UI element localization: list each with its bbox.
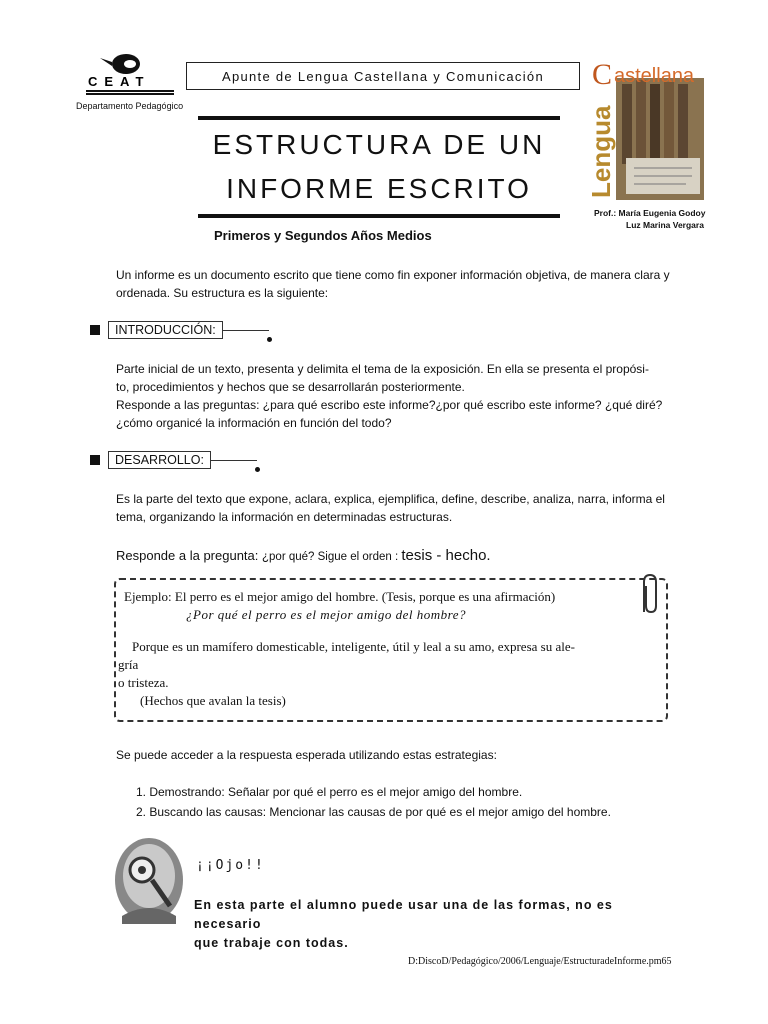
title-top-rule bbox=[198, 116, 560, 120]
logo-text: CEAT bbox=[88, 74, 151, 89]
ceat-logo bbox=[86, 50, 176, 103]
book-illustration-icon bbox=[586, 48, 704, 200]
section-introduccion-heading bbox=[90, 320, 272, 340]
example-line-3: Porque es un mamífero domesticable, inteligente, útil y leal a su amo, expresa su ale- bbox=[132, 639, 575, 654]
title-bottom-rule bbox=[198, 214, 560, 218]
heading-dot-icon bbox=[255, 467, 260, 472]
book-cover-image bbox=[586, 48, 704, 200]
ojo-text bbox=[194, 896, 664, 953]
bullet-square-icon bbox=[90, 325, 100, 335]
text-line: Parte inicial de un texto, presenta y delimita el tema de la exposición. En ella se presenta el propósi- bbox=[116, 362, 649, 376]
ceat-logo-icon bbox=[86, 50, 176, 98]
text-line: tema, organizando la información en determinadas estructuras. bbox=[116, 510, 453, 524]
ojo-title: ¡¡Ojo!! bbox=[196, 858, 265, 873]
example-line-1: Ejemplo: El perro es el mejor amigo del hombre. (Tesis, porque es una afirmación) bbox=[124, 589, 556, 604]
question-prefix: Responde a la pregunta: bbox=[116, 548, 262, 563]
paperclip-icon bbox=[636, 572, 662, 621]
strategies-list bbox=[136, 782, 611, 822]
example-line-5: o tristeza. bbox=[118, 675, 169, 690]
title-line-1: ESTRUCTURA DE UN bbox=[212, 129, 546, 160]
detective-face-image bbox=[112, 836, 186, 924]
example-line-2: ¿Por qué el perro es el mejor amigo del hombre? bbox=[186, 607, 466, 622]
text-line: Es la parte del texto que expone, aclara, explica, ejemplifica, define, describe, analiza, narra, informa el bbox=[116, 492, 665, 506]
section-desarrollo-body bbox=[116, 490, 672, 526]
book-word-castellana: astellana bbox=[614, 65, 695, 87]
section-heading-box: DESARROLLO: bbox=[108, 451, 211, 469]
book-word-lengua: Lengua bbox=[586, 105, 616, 198]
question-text: ¿por qué? Sigue el orden : bbox=[262, 551, 402, 563]
example-line-6: (Hechos que avalan la tesis) bbox=[140, 693, 286, 708]
section-heading-box: INTRODUCCIÓN: bbox=[108, 321, 223, 339]
department-label: Departamento Pedagógico bbox=[76, 101, 184, 111]
title-line-2: INFORME ESCRITO bbox=[226, 173, 532, 204]
text-line: ¿cómo organicé la información en función del todo? bbox=[116, 416, 392, 430]
ojo-line-1: En esta parte el alumno puede usar una de las formas, no es necesario bbox=[194, 898, 613, 931]
ojo-line-2: que trabaje con todas. bbox=[194, 936, 349, 950]
strategies-intro: Se puede acceder a la respuesta esperada utilizando estas estrategias: bbox=[116, 748, 497, 762]
heading-underline bbox=[211, 460, 257, 461]
list-item: 1. Demostrando: Señalar por qué el perro es el mejor amigo del hombre. bbox=[136, 785, 523, 799]
section-desarrollo-heading bbox=[90, 450, 260, 470]
question-line bbox=[116, 547, 491, 564]
example-box bbox=[114, 578, 668, 722]
bullet-square-icon bbox=[90, 455, 100, 465]
magnifier-face-icon bbox=[112, 836, 186, 924]
prof-credit bbox=[594, 207, 705, 231]
header-box bbox=[186, 62, 580, 90]
list-item: 2. Buscando las causas: Mencionar las causas de por qué es el mejor amigo del hombre. bbox=[136, 805, 611, 819]
example-line-4: gría bbox=[118, 657, 139, 672]
header-text: Apunte de Lengua Castellana y Comunicación bbox=[221, 68, 544, 84]
book-word-castellana-c: C bbox=[592, 58, 613, 91]
text-line: Responde a las preguntas: ¿para qué escribo este informe?¿por qué escribo este informe? ¿qué diré? bbox=[116, 398, 663, 412]
prof-line-2: Luz Marina Vergara bbox=[626, 220, 704, 230]
section-introduccion-body bbox=[116, 360, 672, 432]
question-order: tesis - hecho. bbox=[401, 547, 491, 564]
footer-path: D:DiscoD/Pedagógico/2006/Lenguaje/EstructuradeInforme.pm65 bbox=[408, 956, 672, 967]
subtitle: Primeros y Segundos Años Medios bbox=[214, 228, 432, 243]
heading-dot-icon bbox=[267, 337, 272, 342]
intro-paragraph: Un informe es un documento escrito que tiene como fin exponer información objetiva, de manera clara y ordenada. Su estructura es la siguiente: bbox=[116, 268, 670, 300]
heading-underline bbox=[223, 330, 269, 331]
text-line: to, procedimientos y hechos que se desarrollarán posteriormente. bbox=[116, 380, 465, 394]
prof-line-1: Prof.: María Eugenia Godoy bbox=[594, 208, 706, 218]
